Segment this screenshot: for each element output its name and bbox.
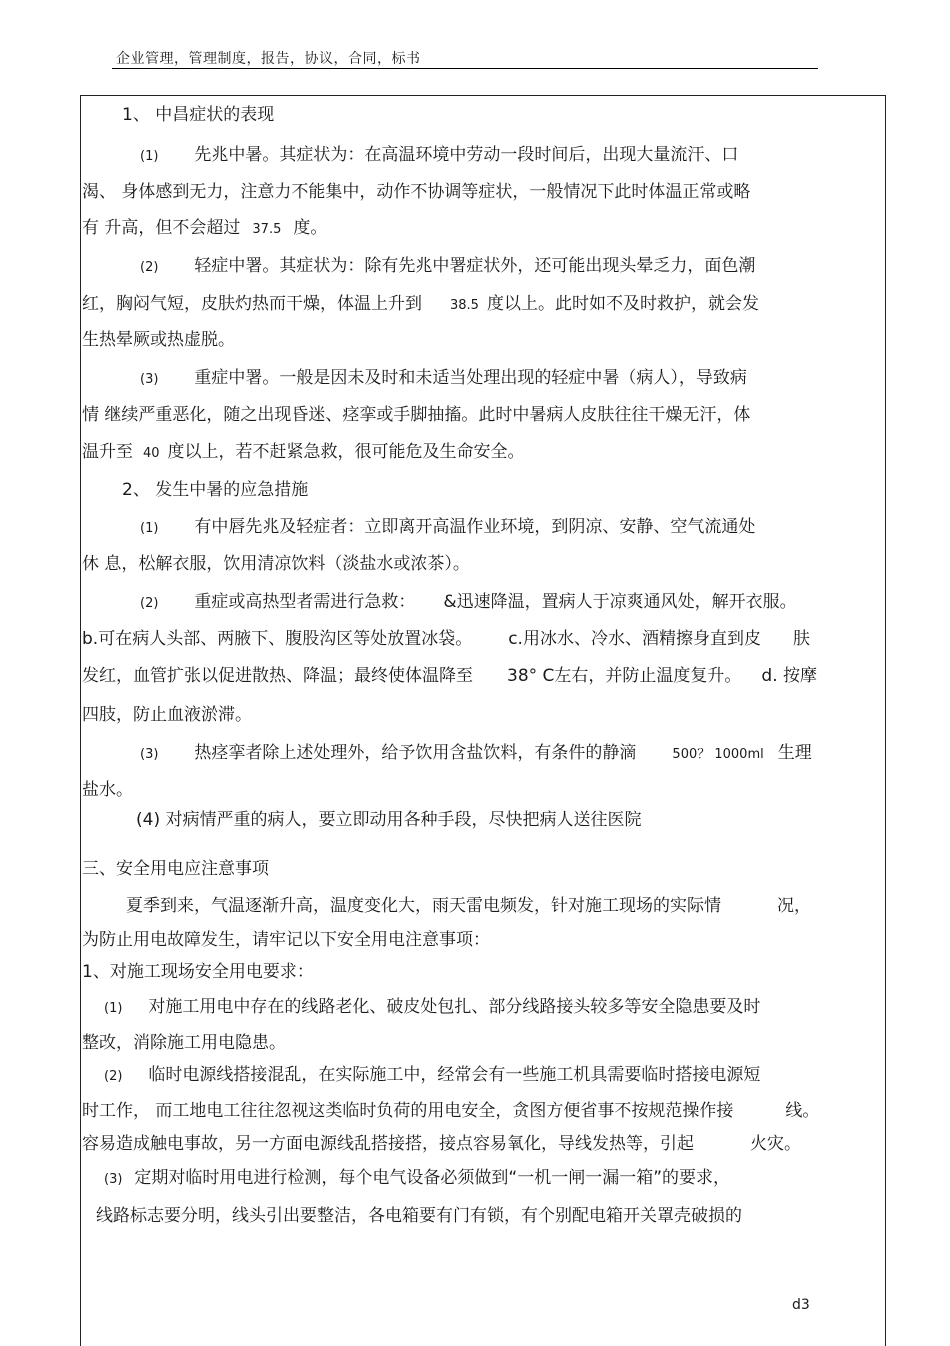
section-2-title: 2、 发生中暑的应急措施 <box>122 480 309 500</box>
paragraph-line: 整改，消除施工用电隐患。 <box>82 1033 286 1053</box>
paragraph-line: 线路标志要分明，线头引出要整洁，各电箱要有门有锁，有个别配电箱开关罩壳破损的 <box>96 1206 742 1226</box>
paragraph-line: 夏季到来，气温逐渐升高，温度变化大，雨天雷电频发，针对施工现场的实际情 况， <box>126 896 811 916</box>
paragraph-line: (2) 重症或高热型者需进行急救： &迅速降温，置病人于凉爽通风处，解开衣服。 <box>140 592 797 612</box>
paragraph-line: (1) 有中唇先兆及轻症者：立即离开高温作业环境，到阴凉、安静、空气流通处 <box>140 517 756 537</box>
paragraph-line: b.可在病人头部、两腋下、腹股沟区等处放置冰袋。 c.用冰水、冷水、酒精擦身直到皮 肤 <box>82 629 810 649</box>
paragraph-line: (1) 对施工用电中存在的线路老化、破皮处包扎、部分线路接头较多等安全隐患要及时 <box>104 997 761 1017</box>
paragraph-line: 为防止用电故障发生，请牢记以下安全用电注意事项： <box>82 930 490 950</box>
paragraph-line: 休 息，松解衣服，饮用清凉饮料（淡盐水或浓茶）。 <box>82 554 470 574</box>
paragraph-line: (3) 重症中署。一般是因未及时和未适当处理出现的轻症中暑（病人），导致病 <box>140 368 747 388</box>
paragraph-line: (1) 先兆中暑。其症状为：在高温环境中劳动一段时间后，出现大量流汗、口 <box>140 145 739 165</box>
paragraph-line: (2) 临时电源线搭接混乱，在实际施工中，经常会有一些施工机具需要临时搭接电源短 <box>104 1065 761 1085</box>
header-text: 企业管理，管理制度，报告，协议，合同，标书 <box>116 51 421 67</box>
paragraph-line: 红，胸闷气短，皮肤灼热而干燥，体温上升到 38.5 度以上。此时如不及时救护，就会发 <box>82 294 759 314</box>
paragraph-line: (3) 热痉挛者除上述处理外，给予饮用含盐饮料，有条件的静滴 500？ 1000ml 生理 <box>140 743 812 763</box>
paragraph-line: 时工作， 而工地电工往往忽视这类临时负荷的用电安全，贪图方便省事不按规范操作接 线。 <box>82 1101 820 1121</box>
paragraph-line: 生热晕厥或热虚脱。 <box>82 330 235 350</box>
paragraph-line: 容易造成触电事故，另一方面电源线乱搭接搭，接点容易氧化，导线发热等，引起 火灾。 <box>82 1134 801 1154</box>
paragraph-line: 有 升高，但不会超过 37.5 度。 <box>82 218 328 238</box>
section-1-title: 1、 中昌症状的表现 <box>122 105 275 125</box>
paragraph-line: 1、对施工现场安全用电要求： <box>82 962 314 982</box>
header-rule <box>112 68 818 69</box>
paragraph-line: 四肢，防止血液淤滞。 <box>82 705 252 725</box>
page-number: d3 <box>792 1297 810 1313</box>
paragraph-line: 渴、 身体感到无力，注意力不能集中，动作不协调等症状，一般情况下此时体温正常或略 <box>82 182 751 202</box>
paragraph-line: 情 继续严重恶化，随之出现昏迷、痉挛或手脚抽搐。此时中暑病人皮肤往往干燥无汗，体 <box>82 405 751 425</box>
paragraph-line: 温升至 40 度以上，若不赶紧急救，很可能危及生命安全。 <box>82 442 525 462</box>
paragraph-line: (2) 轻症中署。其症状为：除有先兆中署症状外，还可能出现头晕乏力，面色潮 <box>140 256 756 276</box>
paragraph-line: (3) 定期对临时用电进行检测，每个电气设备必须做到“一机一闸一漏一箱”的要求， <box>104 1168 731 1188</box>
paragraph-line: (4) 对病情严重的病人，要立即动用各种手段，尽快把病人送往医院 <box>136 810 642 830</box>
paragraph-line: 盐水。 <box>82 780 133 800</box>
section-3-title: 三、安全用电应注意事项 <box>82 859 269 879</box>
paragraph-line: 发红，血管扩张以促进散热、降温；最终使体温降至 38° C左右，并防止温度复升。 d. 按摩 <box>82 666 818 686</box>
